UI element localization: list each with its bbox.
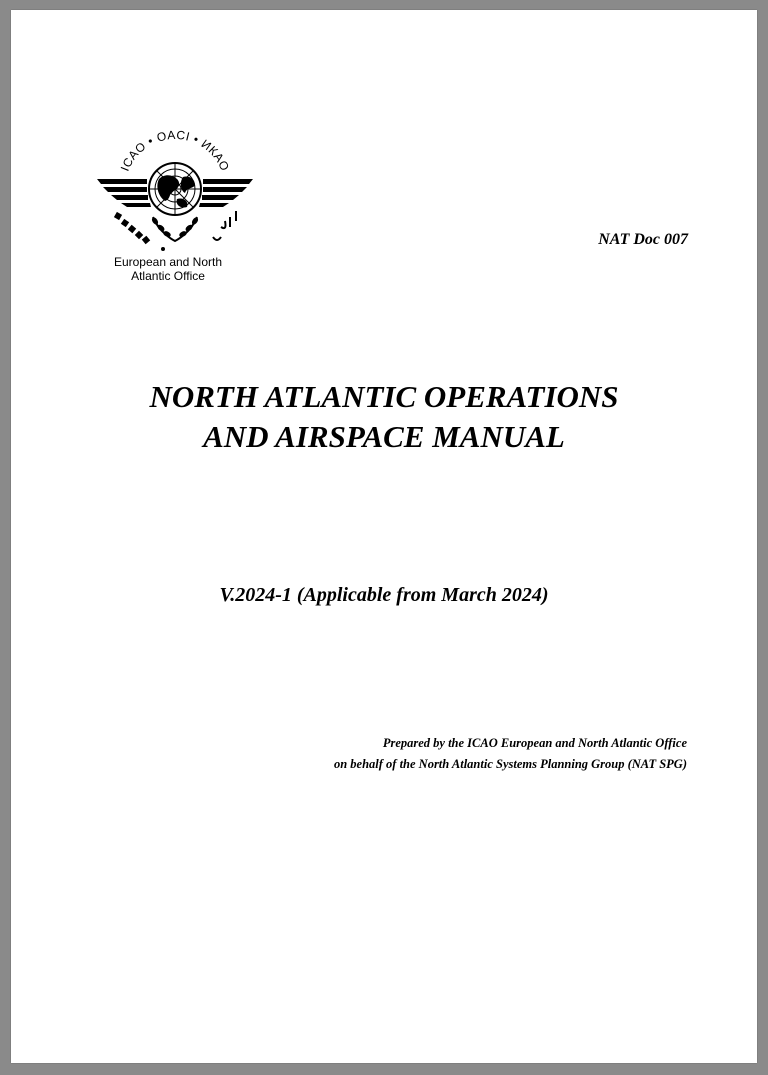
- document-number: NAT Doc 007: [598, 231, 688, 248]
- prepared-line-1: Prepared by the ICAO European and North Atlantic Office: [382, 736, 687, 750]
- document-version: V.2024-1 (Applicable from March 2024): [219, 584, 549, 606]
- office-line-2: Atlantic Office: [131, 269, 205, 283]
- title-line-2: AND AIRSPACE MANUAL: [203, 419, 565, 454]
- prepared-line-2: on behalf of the North Atlantic Systems Planning Group (NAT SPG): [333, 757, 687, 771]
- icao-emblem-icon: [95, 117, 255, 257]
- svg-text:ICAO • OACI • ИКАО: ICAO • OACI • ИКАО: [117, 127, 233, 174]
- title-line-1: NORTH ATLANTIC OPERATIONS: [149, 379, 619, 414]
- office-line-1: European and North: [113, 255, 223, 269]
- prepared-by: [334, 733, 687, 775]
- document-title: [11, 377, 757, 457]
- office-name: [93, 255, 243, 283]
- document-page: [11, 10, 757, 1063]
